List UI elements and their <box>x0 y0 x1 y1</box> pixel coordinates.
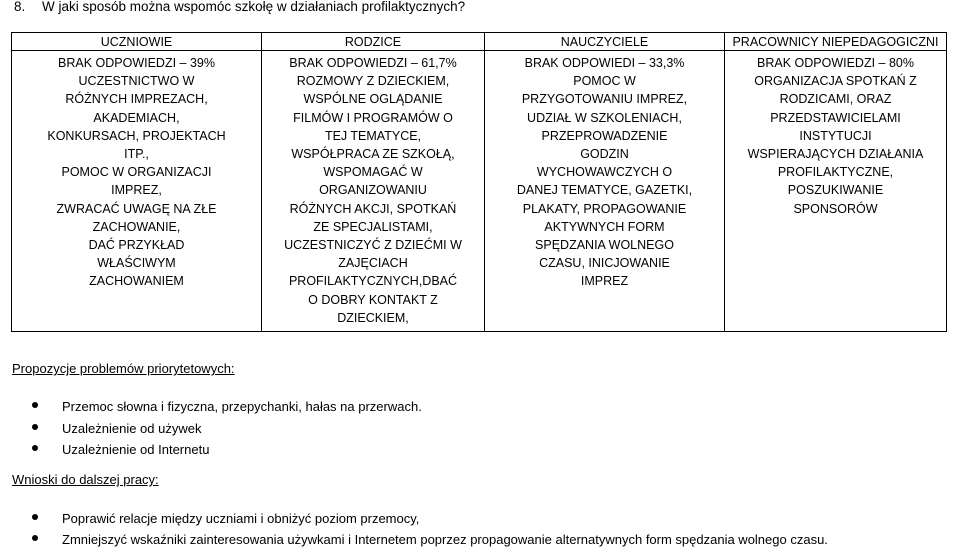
cell-line: BRAK ODPOWIEDI – 33,3% <box>524 56 685 70</box>
cell-line: ZWRACAĆ UWAGĘ NA ZŁE <box>56 201 217 216</box>
cell-line: PRZYGOTOWANIU IMPREZ, <box>521 92 688 107</box>
cell-line: AKADEMIACH, <box>93 110 180 125</box>
cell-line: PLAKATY, PROPAGOWANIE <box>522 201 687 216</box>
bullet-icon <box>32 535 38 541</box>
cell-line: ORGANIZACJA SPOTKAŃ Z <box>754 74 917 89</box>
cell-line: GODZIN <box>580 147 629 162</box>
question-heading <box>14 0 465 16</box>
cell-line: WSPÓŁPRACA ZE SZKOŁĄ, <box>291 147 455 162</box>
list-item: Poprawić relacje między uczniami i obniżyć poziom przemocy, <box>12 508 828 529</box>
cell-line: KONKURSACH, PROJEKTACH <box>47 128 226 143</box>
cell-line: PRZEPROWADZENIE <box>541 128 668 143</box>
cell-line: ITP., <box>124 147 149 162</box>
header-parents: RODZICE <box>262 33 485 51</box>
cell-line: INSTYTUCJI <box>799 128 872 143</box>
priorities-title: Propozycje problemów priorytetowych: <box>12 361 235 376</box>
cell-line: ZE SPECJALISTAMI, <box>313 219 433 234</box>
cell-line: POMOC W ORGANIZACJI <box>61 165 212 180</box>
list-item: Uzależnienie od Internetu <box>12 439 422 461</box>
cell-line: DZIECKIEM, <box>337 310 409 325</box>
list-item: Zmniejszyć wskaźniki zainteresowania używkami i Internetem poprzez propagowanie alternatywnych form spędzania wolnego czasu. <box>12 529 828 550</box>
cell-line: WŁAŚCIWYM <box>97 256 176 271</box>
cell-line: RÓŻNYCH IMPREZACH, <box>65 92 208 107</box>
cell-parents <box>262 51 485 332</box>
priorities-list <box>12 396 422 461</box>
cell-line: SPONSORÓW <box>793 201 878 216</box>
list-item: Przemoc słowna i fizyczna, przepychanki, hałas na przerwach. <box>12 396 422 418</box>
cell-line: UCZESTNICZYĆ Z DZIEĆMI W <box>284 238 462 253</box>
cell-line: SPĘDZANIA WOLNEGO <box>535 238 674 253</box>
cell-line: BRAK ODPOWIEDZI – 61,7% <box>289 56 457 70</box>
list-item: Uzależnienie od używek <box>12 418 422 440</box>
responses-table <box>11 32 947 332</box>
cell-line: DAĆ PRZYKŁAD <box>88 238 185 253</box>
header-staff: PRACOWNICY NIEPEDAGOGICZNI <box>725 33 947 51</box>
bullet-icon <box>32 445 38 451</box>
cell-line: WSPÓLNE OGLĄDANIE <box>303 92 443 107</box>
conclusions-list <box>12 508 828 550</box>
cell-line: UCZESTNICTWO W <box>78 74 195 89</box>
cell-line: FILMÓW I PROGRAMÓW O <box>293 110 453 125</box>
cell-students <box>12 51 262 332</box>
cell-line: BRAK ODPOWIEDZI – 80% <box>757 56 914 70</box>
bullet-icon <box>32 402 38 408</box>
cell-line: TEJ TEMATYCE, <box>324 128 422 143</box>
question-text: W jaki sposób można wspomóc szkołę w działaniach profilaktycznych? <box>42 0 466 14</box>
cell-line: WYCHOWAWCZYCH O <box>536 165 673 180</box>
bullet-icon <box>32 424 38 430</box>
cell-line: PRZEDSTAWICIELAMI <box>770 110 901 125</box>
table-header-row <box>12 33 947 51</box>
cell-line: ZACHOWANIEM <box>89 274 184 289</box>
cell-line: O DOBRY KONTAKT Z <box>308 292 438 307</box>
cell-line: WSPOMAGAĆ W <box>323 165 423 180</box>
header-students: UCZNIOWIE <box>12 33 262 51</box>
conclusions-title: Wnioski do dalszej pracy: <box>12 472 159 487</box>
cell-line: ZACHOWANIE, <box>92 219 181 234</box>
cell-line: PROFILAKTYCZNYCH,DBAĆ <box>288 274 458 289</box>
question-number: 8. <box>14 0 26 14</box>
cell-line: RODZICAMI, ORAZ <box>779 92 892 107</box>
cell-line: BRAK ODPOWIEDZI – 39% <box>58 56 215 70</box>
cell-line: POSZUKIWANIE <box>787 183 884 198</box>
cell-line: PROFILAKTYCZNE, <box>777 165 894 180</box>
cell-line: AKTYWNYCH FORM <box>544 219 665 234</box>
cell-line: CZASU, INICJOWANIE <box>539 256 670 271</box>
table-row <box>12 51 947 332</box>
cell-line: UDZIAŁ W SZKOLENIACH, <box>527 110 682 125</box>
cell-teachers <box>485 51 725 332</box>
cell-line: DANEJ TEMATYCE, GAZETKI, <box>516 183 693 198</box>
cell-line: ZAJĘCIACH <box>338 256 408 271</box>
cell-line: IMPREZ <box>580 274 629 289</box>
cell-line: ROZMOWY Z DZIECKIEM, <box>296 74 450 89</box>
bullet-icon <box>32 514 38 520</box>
cell-staff <box>725 51 947 332</box>
cell-line: ORGANIZOWANIU <box>319 183 427 198</box>
cell-line: RÓŻNYCH AKCJI, SPOTKAŃ <box>289 201 457 216</box>
cell-line: IMPREZ, <box>111 183 162 198</box>
cell-line: POMOC W <box>573 74 636 89</box>
header-teachers: NAUCZYCIELE <box>485 33 725 51</box>
cell-line: WSPIERAJĄCYCH DZIAŁANIA <box>747 147 924 162</box>
